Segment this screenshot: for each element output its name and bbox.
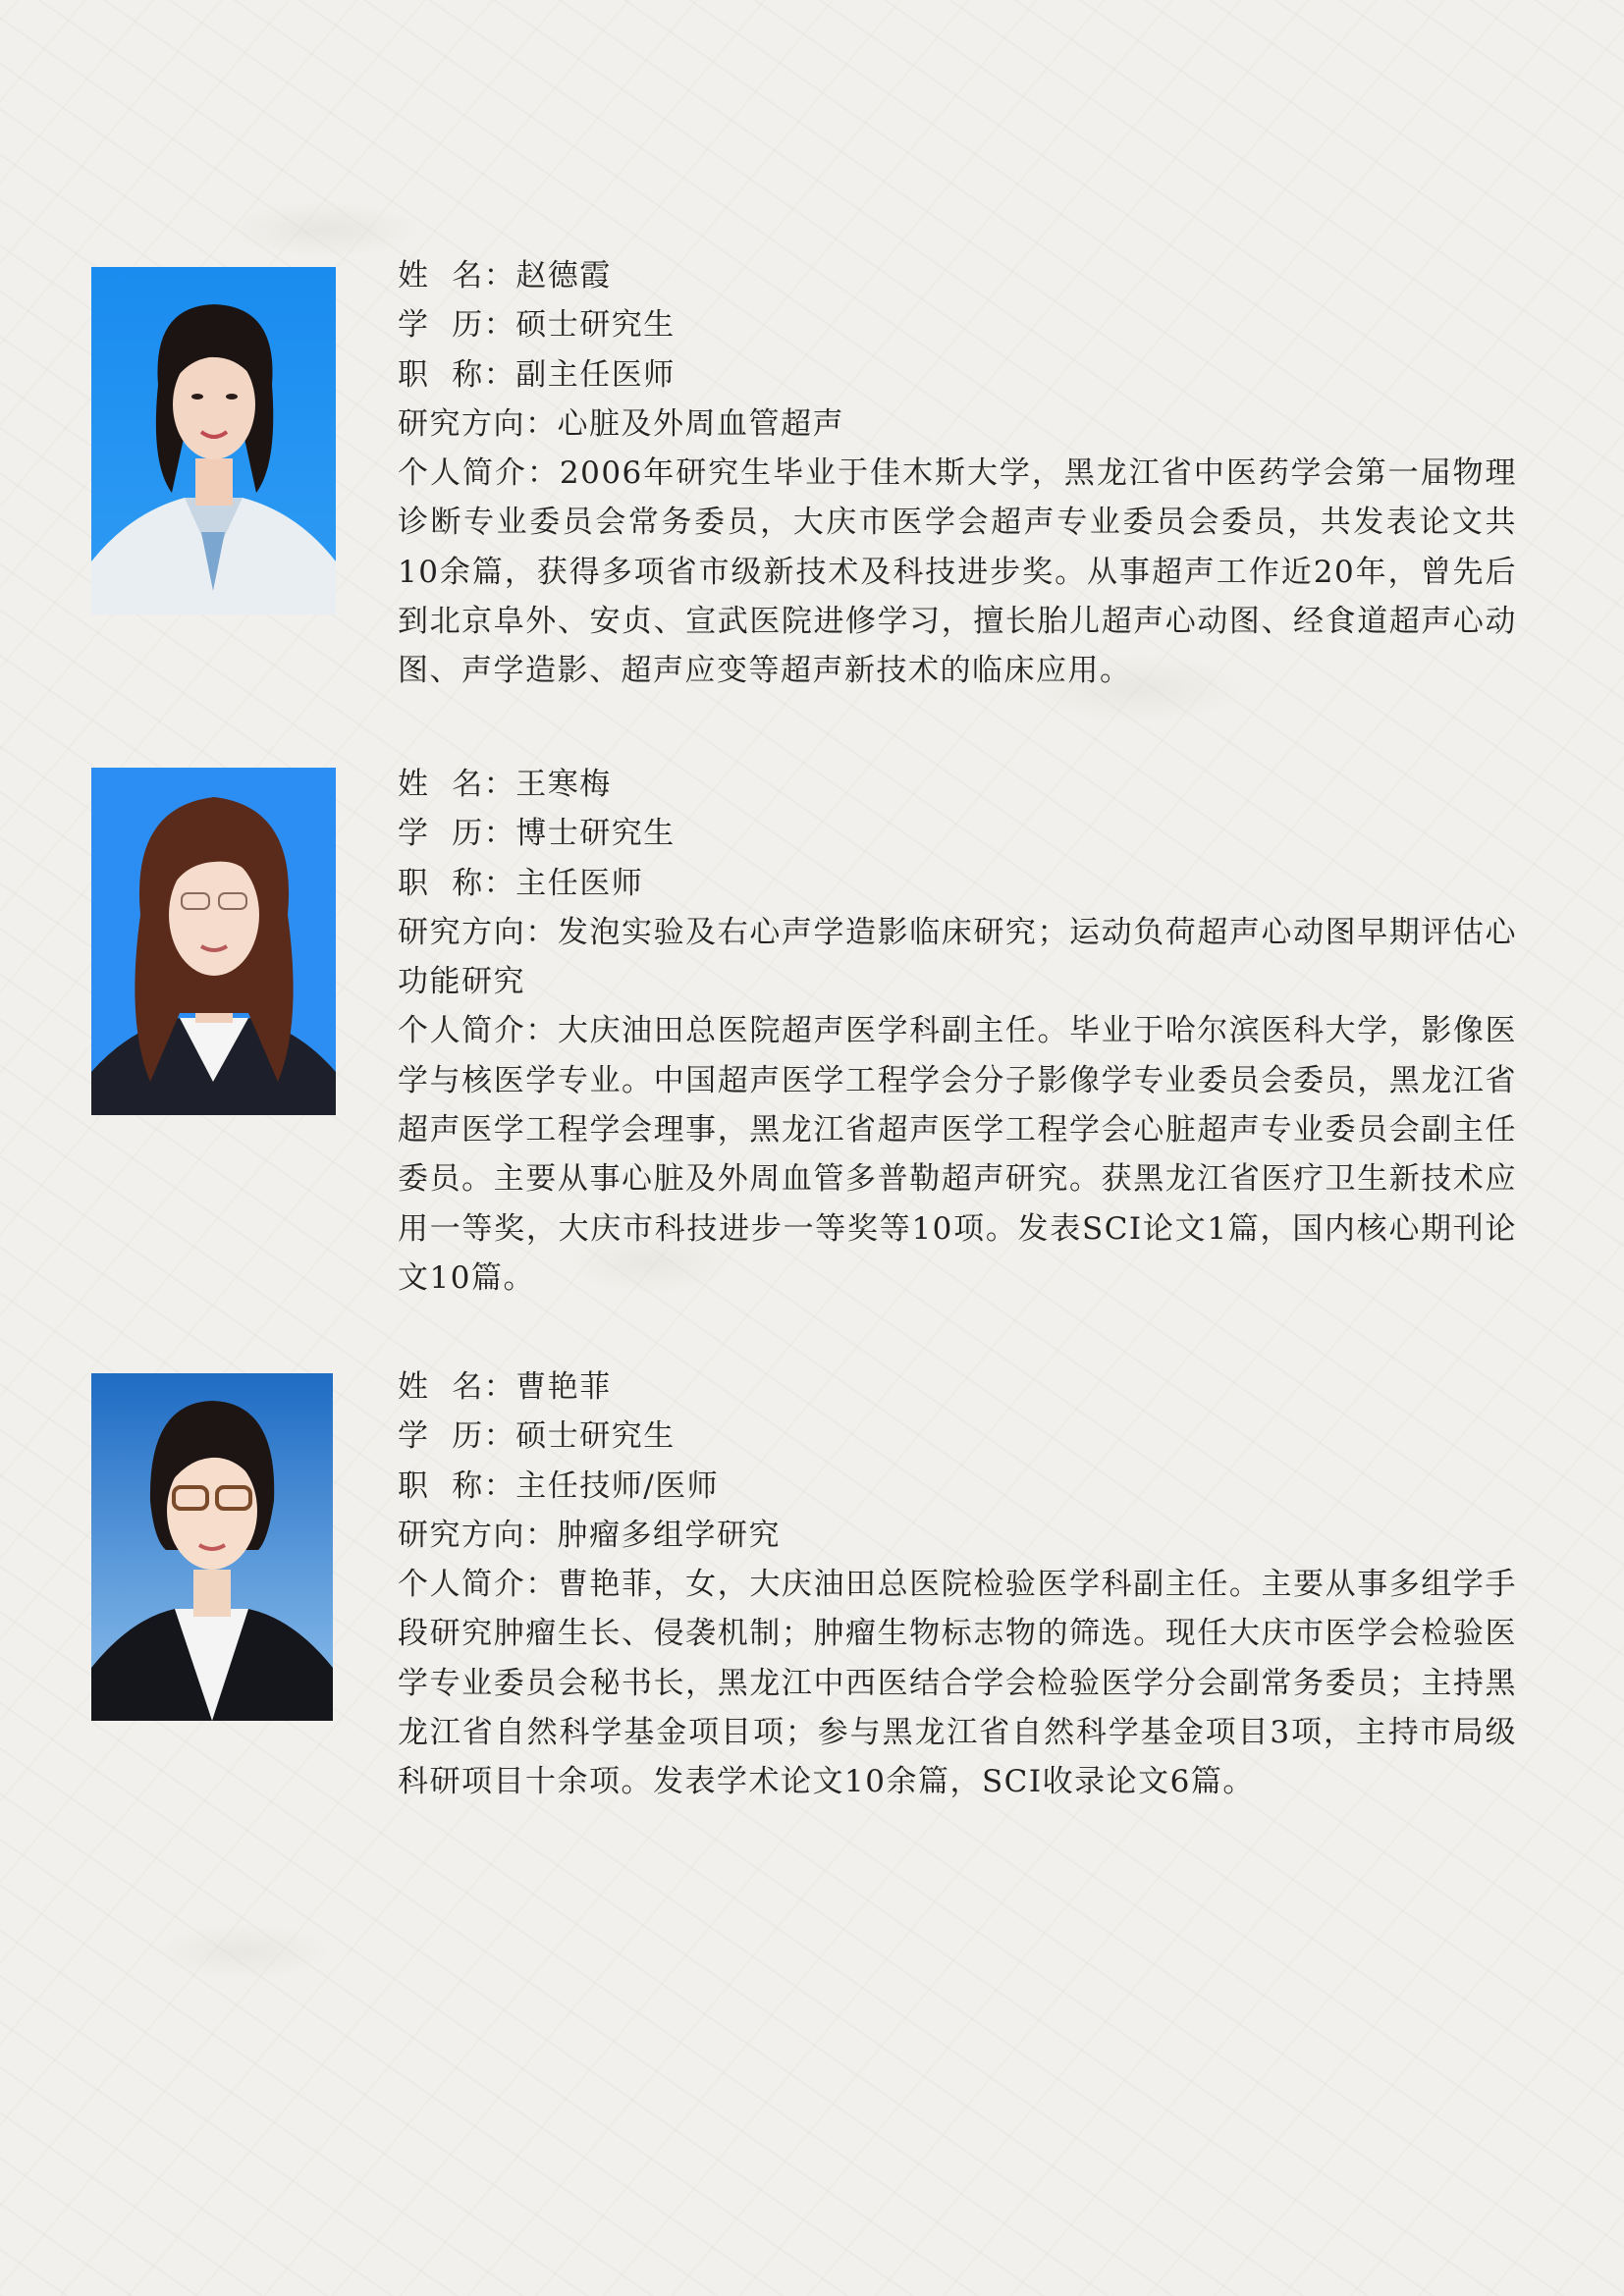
bio-label: 个人简介： bbox=[398, 1013, 558, 1049]
portrait-image bbox=[91, 267, 336, 614]
doctor-education: 硕士研究生 bbox=[515, 307, 676, 344]
education-row bbox=[398, 1412, 1517, 1461]
doctor-name: 赵德霞 bbox=[515, 258, 612, 294]
doctor-bio: 2006年研究生毕业于佳木斯大学，黑龙江省中医药学会第一届物理诊断专业委员会常务委员，大庆市医学会超声专业委员会委员，共发表论文共10余篇，获得多项省市级新技术及科技进步奖。从事超声工作近20年，曾先后到北京阜外、安贞、宣武医院进修学习，擅长胎儿超声心动图、经食道超声心动图、声学造影、超声应变等超声新技术的临床应用。 bbox=[398, 455, 1518, 689]
portrait-image bbox=[91, 1373, 333, 1721]
bio-label: 个人简介： bbox=[398, 1567, 558, 1603]
doctor-photo bbox=[91, 1373, 333, 1721]
doctor-education: 硕士研究生 bbox=[515, 1418, 676, 1455]
doctor-name: 王寒梅 bbox=[515, 767, 612, 802]
research-label: 研究方向： bbox=[398, 405, 558, 442]
title-row bbox=[398, 1462, 1517, 1511]
doctor-photo bbox=[91, 768, 336, 1115]
education-row bbox=[398, 809, 1517, 858]
doctor-title: 主任技师/医师 bbox=[515, 1468, 720, 1504]
doctor-bio: 曹艳菲，女，大庆油田总医院检验医学科副主任。主要从事多组学手段研究肿瘤生长、侵袭机制；肿瘤生物标志物的筛选。现任大庆市医学会检验医学专业委员会秘书长，黑龙江中西医结合学会检验医学分会副常务委员；主持黑龙江省自然科学基金项目项；参与黑龙江省自然科学基金项目3项，主持市局级科研项目十余项。发表学术论文10余篇，SCI收录论文6篇。 bbox=[398, 1567, 1518, 1800]
research-label: 研究方向： bbox=[398, 1517, 558, 1553]
education-row bbox=[398, 300, 1517, 349]
doctor-title: 副主任医师 bbox=[515, 356, 676, 393]
name-row bbox=[398, 251, 1517, 300]
doctor-bio: 大庆油田总医院超声医学科副主任。毕业于哈尔滨医科大学，影像医学与核医学专业。中国超声医学工程学会分子影像学专业委员会委员，黑龙江省超声医学工程学会理事，黑龙江省超声医学工程学会心脏超声专业委员会副主任委员。主要从事心脏及外周血管多普勒超声研究。获黑龙江省医疗卫生新技术应用一等奖，大庆市科技进步一等奖等10项。发表SCI论文1篇，国内核心期刊论文10篇。 bbox=[398, 1013, 1518, 1296]
doctor-photo bbox=[91, 267, 336, 614]
research-row bbox=[398, 908, 1517, 1007]
education-label: 学 历： bbox=[398, 307, 516, 344]
bio-label: 个人简介： bbox=[398, 455, 560, 492]
doctor-info bbox=[398, 251, 1517, 696]
doctor-research: 心脏及外周血管超声 bbox=[557, 405, 844, 442]
doctor-research: 肿瘤多组学研究 bbox=[557, 1517, 781, 1553]
research-row bbox=[398, 400, 1517, 449]
doctor-research: 发泡实验及右心声学造影临床研究；运动负荷超声心动图早期评估心功能研究 bbox=[398, 914, 1518, 1000]
education-label: 学 历： bbox=[398, 1418, 516, 1455]
title-label: 职 称： bbox=[398, 865, 516, 901]
bio-row bbox=[398, 449, 1517, 695]
name-row bbox=[398, 1362, 1517, 1412]
doctor-name: 曹艳菲 bbox=[515, 1369, 612, 1405]
title-label: 职 称： bbox=[398, 356, 516, 393]
doctor-title: 主任医师 bbox=[515, 865, 644, 901]
research-row bbox=[398, 1511, 1517, 1560]
bio-row bbox=[398, 1560, 1517, 1806]
portrait-image bbox=[91, 768, 336, 1115]
name-label: 姓 名： bbox=[398, 258, 516, 294]
doctor-info bbox=[398, 760, 1517, 1303]
title-label: 职 称： bbox=[398, 1468, 516, 1504]
name-row bbox=[398, 760, 1517, 809]
title-row bbox=[398, 859, 1517, 908]
doctor-info bbox=[398, 1362, 1517, 1807]
doctor-education: 博士研究生 bbox=[515, 816, 676, 852]
education-label: 学 历： bbox=[398, 816, 516, 852]
bio-row bbox=[398, 1006, 1517, 1303]
name-label: 姓 名： bbox=[398, 1369, 516, 1405]
research-label: 研究方向： bbox=[398, 914, 558, 950]
title-row bbox=[398, 350, 1517, 400]
name-label: 姓 名： bbox=[398, 767, 516, 802]
